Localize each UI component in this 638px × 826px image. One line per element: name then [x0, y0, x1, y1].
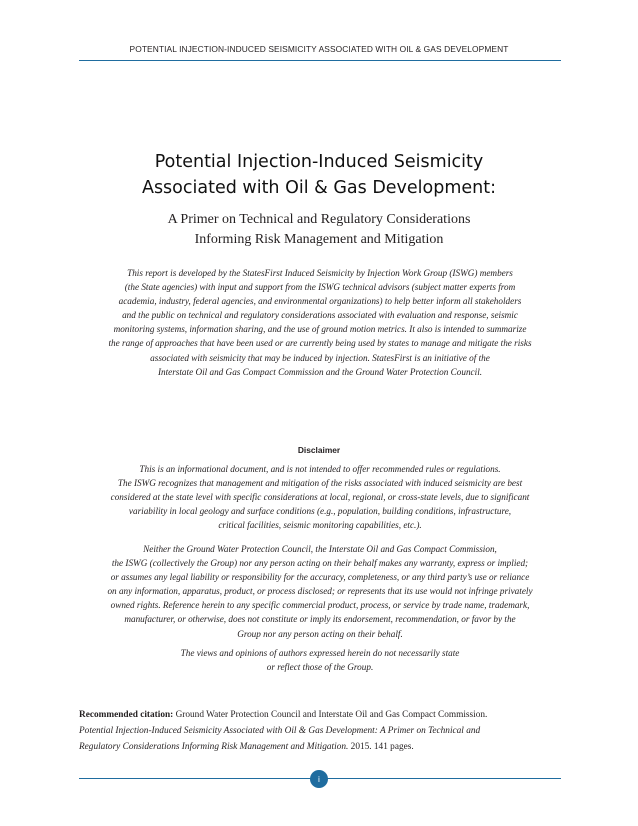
disclaimer-paragraph-3 — [74, 646, 566, 674]
disclaimer-paragraph-2 — [74, 542, 566, 641]
disclaimer-line: manufacturer, or otherwise, does not constitute or imply its endorsement, recommendation, or favor by the — [124, 614, 516, 625]
citation-title-part-2: Regulatory Considerations Informing Risk Management and Mitigation. — [79, 741, 349, 752]
intro-line: (the State agencies) with input and support from the ISWG technical advisors (subject matter experts from — [124, 282, 516, 293]
citation-line-3 — [79, 740, 569, 756]
disclaimer-line: considered at the state level with specific considerations at local, regional, or cross-state levels, due to significant — [110, 492, 530, 503]
citation-title-part-1: Potential Injection-Induced Seismicity Associated with Oil & Gas Development: A Primer on Technical and — [79, 725, 481, 736]
citation-year-pages: 2015. 141 pages. — [348, 741, 414, 752]
disclaimer-heading: Disclaimer — [297, 445, 341, 455]
disclaimer-line: The ISWG recognizes that management and mitigation of the risks associated with induced seismicity are best — [117, 478, 523, 489]
running-head: POTENTIAL INJECTION-INDUCED SEISMICITY ASSOCIATED WITH OIL & GAS DEVELOPMENT — [129, 44, 509, 54]
disclaimer-line: variability in local geology and surface conditions (e.g., population, building conditions, infrastructure, — [128, 506, 512, 517]
disclaimer-paragraph-1 — [74, 462, 566, 532]
intro-line: and the public on technical and regulatory considerations associated with evaluation and response, seismic — [122, 310, 518, 321]
citation-label: Recommended citation: — [79, 710, 174, 720]
disclaimer-line: Neither the Ground Water Protection Council, the Interstate Oil and Gas Compact Commission, — [143, 544, 497, 554]
disclaimer-line: the ISWG (collectively the Group) nor any person acting on their behalf makes any warranty, express or implied; — [111, 558, 529, 569]
page-number-badge: i — [310, 770, 328, 788]
document-subtitle — [0, 210, 638, 250]
intro-line: This report is developed by the StatesFirst Induced Seismicity by Injection Work Group (ISWG) members — [127, 268, 513, 278]
citation-authors: Ground Water Protection Council and Interstate Oil and Gas Compact Commission. — [173, 710, 488, 720]
intro-line: academia, industry, federal agencies, and environmental organizations) to help better inform all stakeholders — [118, 296, 522, 307]
disclaimer-line: or assumes any legal liability or responsibility for the accuracy, completeness, or any third party’s use or reliance — [110, 572, 530, 583]
intro-line: the range of approaches that have been used or are currently being used by states to manage and mitigate the risks — [108, 338, 532, 349]
disclaimer-line: on any information, apparatus, product, or process disclosed; or represents that its use would not infringe privately — [107, 586, 533, 597]
disclaimer-line: Group nor any person acting on their behalf. — [237, 628, 403, 639]
disclaimer-line: The views and opinions of authors expressed herein do not necessarily state — [180, 648, 460, 658]
subtitle-line-1: A Primer on Technical and Regulatory Considerations — [167, 212, 471, 227]
disclaimer-line: This is an informational document, and is not intended to offer recommended rules or regulations. — [139, 464, 501, 474]
recommended-citation — [79, 708, 569, 755]
intro-line: monitoring systems, information sharing, and the use of ground motion metrics. It also is intended to summarize — [113, 324, 527, 335]
intro-line: associated with seismicity that may be induced by injection. StatesFirst is an initiative of the — [150, 352, 490, 363]
intro-line: Interstate Oil and Gas Compact Commission and the Ground Water Protection Council. — [157, 366, 483, 377]
title-line-2: Associated with Oil & Gas Development: — [141, 178, 497, 198]
citation-line-1 — [79, 708, 569, 724]
header-rule — [79, 60, 561, 61]
citation-line-2 — [79, 724, 569, 740]
document-title — [0, 149, 638, 201]
intro-paragraph — [76, 266, 564, 379]
disclaimer-line: owned rights. Reference herein to any specific commercial product, process, or service by trade name, trademark, — [110, 600, 530, 611]
disclaimer-line: critical facilities, seismic monitoring capabilities, etc.). — [218, 520, 422, 531]
disclaimer-line: or reflect those of the Group. — [266, 662, 374, 673]
title-line-1: Potential Injection-Induced Seismicity — [154, 152, 484, 172]
subtitle-line-2: Informing Risk Management and Mitigation — [194, 232, 444, 247]
